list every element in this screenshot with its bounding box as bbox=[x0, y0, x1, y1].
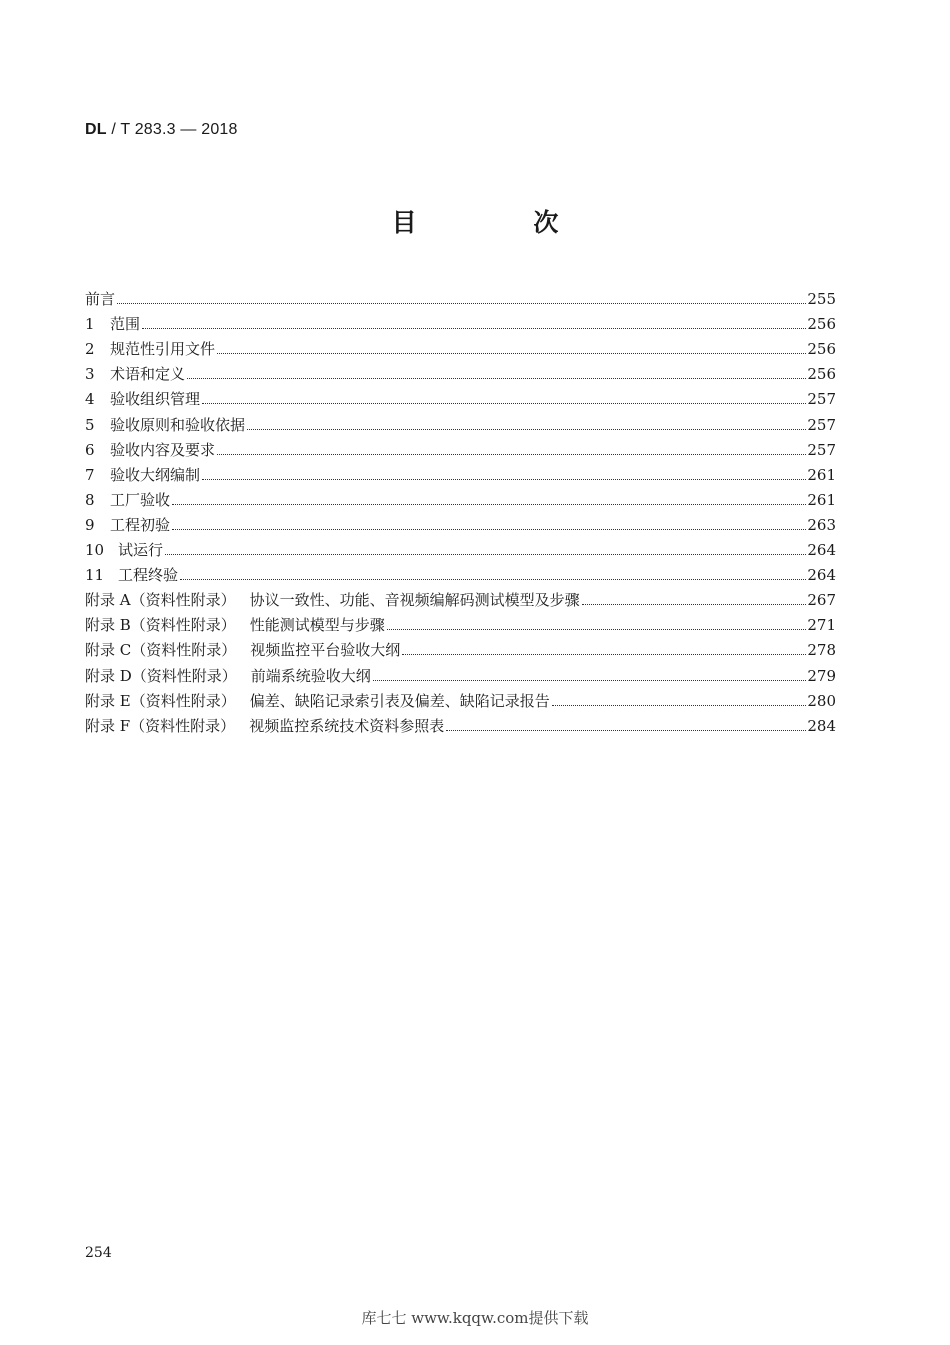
toc-appendix-label-wrap bbox=[85, 615, 385, 635]
toc-entry-label: 范围 bbox=[110, 315, 141, 334]
toc-leader-dots bbox=[180, 578, 806, 580]
toc-appendix-label: 附录 B（资料性附录） bbox=[85, 616, 236, 635]
toc-entry-page: 280 bbox=[807, 691, 836, 710]
toc-entry-page: 261 bbox=[807, 465, 836, 484]
toc-entry-number: 6 bbox=[85, 440, 95, 459]
toc-leader-dots bbox=[172, 528, 806, 530]
toc-appendix-a[interactable] bbox=[85, 585, 836, 610]
toc-entry-page: 256 bbox=[807, 365, 836, 384]
toc-entry-page: 256 bbox=[807, 340, 836, 359]
toc-leader-dots bbox=[247, 428, 806, 430]
toc-leader-dots bbox=[217, 453, 806, 455]
toc-entry-number: 9 bbox=[85, 515, 95, 534]
toc-entry-preface[interactable] bbox=[85, 284, 836, 309]
toc-entry-page: 257 bbox=[807, 390, 836, 409]
toc-appendix-title: 视频监控系统技术资料参照表 bbox=[249, 716, 445, 735]
toc-leader-dots bbox=[202, 402, 806, 404]
toc-entry-page: 256 bbox=[807, 315, 836, 334]
toc-entry-page: 264 bbox=[807, 541, 836, 560]
toc-entry-9[interactable] bbox=[85, 510, 836, 535]
toc-entry-page: 255 bbox=[807, 290, 836, 309]
toc-leader-dots bbox=[187, 377, 806, 379]
toc-entry-label: 验收内容及要求 bbox=[110, 440, 216, 459]
toc-leader-dots bbox=[552, 704, 807, 706]
toc-appendix-title: 视频监控平台验收大纲 bbox=[250, 641, 401, 660]
toc-entry-number: 11 bbox=[85, 566, 105, 585]
toc-appendix-label: 附录 D（资料性附录） bbox=[85, 666, 237, 685]
toc-entry-page: 263 bbox=[807, 515, 836, 534]
toc-appendix-label: 附录 C（资料性附录） bbox=[85, 641, 237, 660]
toc-appendix-label-wrap bbox=[85, 666, 371, 686]
toc-leader-dots bbox=[446, 729, 806, 731]
toc-appendix-label-wrap bbox=[85, 716, 444, 736]
page-number: 254 bbox=[85, 1245, 112, 1261]
toc-entry-5[interactable] bbox=[85, 409, 836, 434]
toc-leader-dots bbox=[217, 352, 806, 354]
document-code bbox=[85, 121, 238, 139]
toc-entry-number: 8 bbox=[85, 490, 95, 509]
toc-appendix-label-wrap bbox=[85, 640, 400, 660]
toc-leader-dots bbox=[373, 679, 807, 681]
toc-entry-page: 257 bbox=[807, 415, 836, 434]
toc-leader-dots bbox=[117, 302, 806, 304]
toc-entry-number: 3 bbox=[85, 365, 95, 384]
toc-leader-dots bbox=[202, 478, 806, 480]
toc-entry-page: 271 bbox=[807, 616, 836, 635]
toc-entry-7[interactable] bbox=[85, 460, 836, 485]
toc-entry-label: 规范性引用文件 bbox=[110, 340, 216, 359]
toc-entry-6[interactable] bbox=[85, 435, 836, 460]
toc-entry-page: 257 bbox=[807, 440, 836, 459]
document-code-rest: / T 283.3 — 2018 bbox=[106, 121, 238, 138]
toc-entry-8[interactable] bbox=[85, 485, 836, 510]
toc-appendix-label: 附录 F（资料性附录） bbox=[85, 716, 236, 735]
toc-leader-dots bbox=[387, 628, 807, 630]
toc-entry-page: 284 bbox=[807, 716, 836, 735]
toc-appendix-f[interactable] bbox=[85, 711, 836, 736]
toc-appendix-title: 性能测试模型与步骤 bbox=[249, 616, 385, 635]
toc-entry-number: 4 bbox=[85, 390, 95, 409]
toc-appendix-label-wrap bbox=[85, 590, 580, 610]
toc-entry-10[interactable] bbox=[85, 535, 836, 560]
toc-entry-label: 前言 bbox=[85, 290, 116, 309]
toc-appendix-title: 协议一致性、功能、音视频编解码测试模型及步骤 bbox=[249, 591, 580, 610]
toc-entry-2[interactable] bbox=[85, 334, 836, 359]
toc-entry-1[interactable] bbox=[85, 309, 836, 334]
toc-title: 目 次 bbox=[391, 208, 613, 237]
document-code-prefix: DL bbox=[85, 121, 107, 138]
toc-entry-page: 279 bbox=[807, 666, 836, 685]
toc-appendix-label-wrap bbox=[85, 691, 550, 711]
toc-leader-dots bbox=[142, 327, 806, 329]
toc-appendix-d[interactable] bbox=[85, 660, 836, 685]
toc-appendix-b[interactable] bbox=[85, 610, 836, 635]
toc-entry-label: 验收组织管理 bbox=[110, 390, 201, 409]
toc-appendix-title: 前端系统验收大纲 bbox=[250, 666, 371, 685]
toc-entry-number: 10 bbox=[85, 541, 105, 560]
toc-entry-label: 工程终验 bbox=[118, 566, 179, 585]
toc-entry-label: 试运行 bbox=[118, 541, 164, 560]
toc-entry-4[interactable] bbox=[85, 384, 836, 409]
toc-entry-number: 5 bbox=[85, 415, 95, 434]
toc-appendix-label: 附录 E（资料性附录） bbox=[85, 691, 236, 710]
toc-entry-page: 264 bbox=[807, 566, 836, 585]
toc-entry-label: 验收大纲编制 bbox=[110, 465, 201, 484]
toc-leader-dots bbox=[402, 653, 806, 655]
table-of-contents bbox=[85, 284, 836, 736]
toc-appendix-e[interactable] bbox=[85, 686, 836, 711]
toc-entry-number: 1 bbox=[85, 315, 95, 334]
toc-entry-number: 2 bbox=[85, 340, 95, 359]
download-watermark: 库七七 www.kqqw.com提供下载 bbox=[361, 1309, 589, 1327]
toc-leader-dots bbox=[582, 603, 807, 605]
toc-appendix-label: 附录 A（资料性附录） bbox=[85, 591, 236, 610]
toc-appendix-c[interactable] bbox=[85, 635, 836, 660]
toc-entry-number: 7 bbox=[85, 465, 95, 484]
toc-leader-dots bbox=[165, 553, 806, 555]
toc-entry-page: 261 bbox=[807, 490, 836, 509]
toc-leader-dots bbox=[172, 503, 806, 505]
toc-entry-label: 验收原则和验收依据 bbox=[110, 415, 246, 434]
toc-entry-label: 工厂验收 bbox=[110, 490, 171, 509]
toc-entry-11[interactable] bbox=[85, 560, 836, 585]
toc-appendix-title: 偏差、缺陷记录索引表及偏差、缺陷记录报告 bbox=[249, 691, 550, 710]
toc-entry-page: 267 bbox=[807, 591, 836, 610]
toc-entry-3[interactable] bbox=[85, 359, 836, 384]
toc-entry-label: 术语和定义 bbox=[110, 365, 186, 384]
toc-entry-label: 工程初验 bbox=[110, 515, 171, 534]
toc-entry-page: 278 bbox=[807, 641, 836, 660]
